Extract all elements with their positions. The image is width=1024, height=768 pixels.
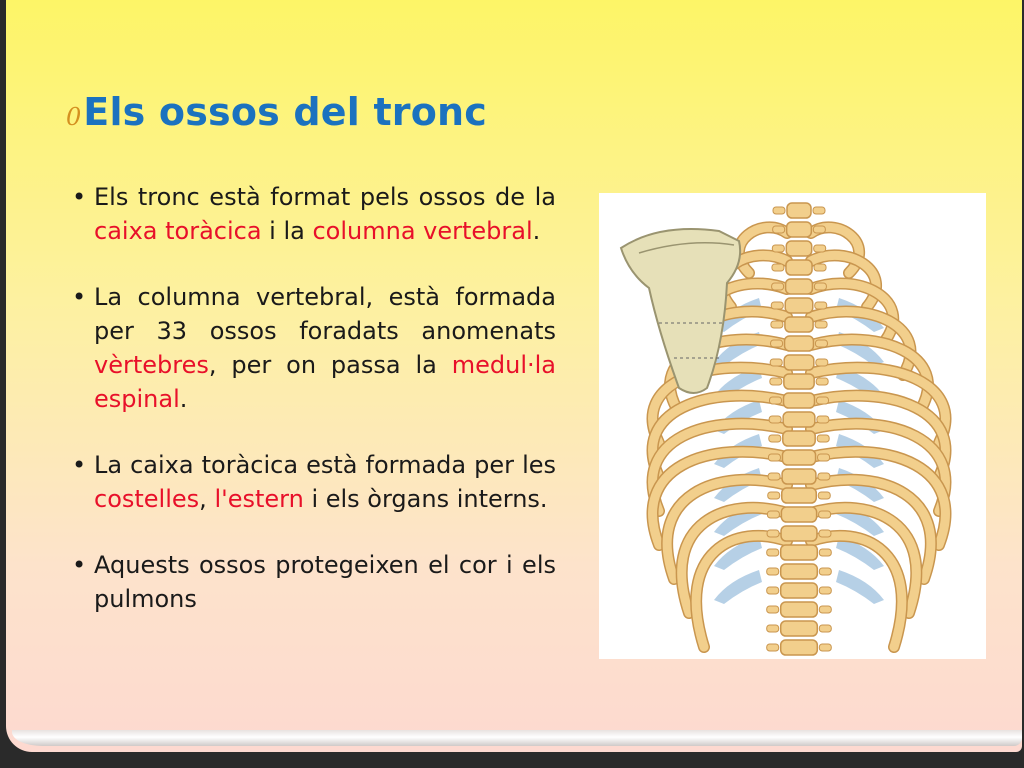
vertebra-process-left — [771, 321, 783, 328]
vertebra — [781, 507, 816, 522]
vertebra-process-left — [768, 454, 780, 461]
vertebra-process-right — [819, 644, 831, 651]
bullet-text — [94, 280, 556, 416]
vertebra — [781, 564, 818, 579]
vertebra-process-left — [770, 359, 782, 366]
vertebra-process-left — [773, 207, 785, 214]
vertebra-process-left — [768, 492, 780, 499]
bullet-item — [66, 180, 556, 248]
vertebra-process-right — [817, 397, 829, 404]
page-title: Els ossos del tronc — [83, 90, 488, 134]
vertebra-process-right — [819, 511, 831, 518]
vertebra-process-left — [770, 397, 782, 404]
highlighted-term: costelles — [94, 485, 200, 513]
vertebra-process-right — [816, 378, 828, 385]
cartilage-left — [714, 570, 762, 604]
cartilage-right — [836, 570, 884, 604]
vertebra — [787, 203, 811, 218]
slide — [6, 0, 1022, 752]
vertebra — [782, 450, 815, 465]
bullet-item — [66, 548, 556, 616]
text-run: i la — [261, 217, 313, 245]
bullet-item — [66, 448, 556, 516]
vertebra-process-left — [773, 226, 785, 233]
vertebra-process-left — [767, 549, 779, 556]
vertebra-process-right — [819, 625, 831, 632]
vertebra — [782, 488, 817, 503]
vertebra — [785, 317, 813, 332]
text-run: La columna vertebral, està formada per 33 ossos foradats anomenats — [94, 283, 556, 345]
vertebra — [781, 621, 818, 636]
vertebra — [784, 393, 815, 408]
vertebra — [786, 241, 811, 256]
vertebra — [782, 469, 816, 484]
bullet-dot-icon: • — [72, 551, 87, 579]
vertebra — [783, 412, 815, 427]
vertebra — [781, 602, 818, 617]
vertebra-process-left — [769, 416, 781, 423]
highlighted-term: caixa toràcica — [94, 217, 262, 245]
vertebra — [786, 279, 813, 294]
vertebra-process-right — [819, 530, 831, 537]
title-area — [66, 90, 487, 140]
title-marker: 0 — [66, 103, 82, 131]
vertebra-process-right — [819, 587, 831, 594]
vertebra-process-right — [818, 473, 830, 480]
vertebra — [784, 355, 814, 370]
bullet-dot-icon: • — [72, 283, 87, 311]
vertebra-process-right — [818, 454, 830, 461]
vertebra — [785, 298, 813, 313]
text-run: Aquests ossos protegeixen el cor i els pulmons — [94, 551, 556, 613]
vertebra-process-left — [767, 568, 779, 575]
vertebra-process-right — [819, 606, 831, 613]
vertebra-process-right — [813, 226, 825, 233]
highlighted-term: medul·la espinal — [94, 351, 556, 413]
vertebra-process-left — [772, 245, 784, 252]
vertebra-process-right — [817, 435, 829, 442]
vertebra — [781, 526, 817, 541]
text-run: , — [199, 485, 215, 513]
vertebra-process-right — [816, 359, 828, 366]
vertebra-process-right — [819, 568, 831, 575]
vertebra-process-right — [815, 302, 827, 309]
vertebra-process-left — [767, 644, 779, 651]
highlighted-term: columna vertebral — [312, 217, 533, 245]
vertebra-process-right — [813, 207, 825, 214]
highlighted-term: vèrtebres — [94, 351, 209, 379]
vertebra-process-right — [818, 492, 830, 499]
vertebra-process-right — [817, 416, 829, 423]
vertebra-process-left — [771, 302, 783, 309]
vertebra — [784, 374, 814, 389]
bullet-text — [94, 448, 556, 516]
text-run: Els tronc està format pels ossos de la — [94, 183, 556, 211]
page-curl-decoration — [12, 730, 1022, 746]
vertebra — [785, 336, 814, 351]
bullet-list — [66, 180, 556, 648]
bullet-text — [94, 180, 556, 248]
vertebra — [781, 640, 818, 655]
vertebra-process-right — [819, 549, 831, 556]
highlighted-term: l'estern — [214, 485, 304, 513]
vertebra-process-left — [771, 340, 783, 347]
ribcage-svg — [599, 193, 986, 659]
bullet-item — [66, 280, 556, 416]
vertebra — [787, 222, 812, 237]
vertebra — [783, 431, 815, 446]
text-run: , per on passa la — [208, 351, 452, 379]
vertebra-process-right — [814, 283, 826, 290]
ribcage-spine-illustration — [599, 193, 986, 659]
vertebra — [786, 260, 812, 275]
vertebra-process-left — [767, 511, 779, 518]
vertebra-process-right — [815, 340, 827, 347]
vertebra-process-right — [814, 264, 826, 271]
text-run: . — [179, 385, 188, 413]
text-run: i els òrgans interns. — [303, 485, 548, 513]
vertebra-process-left — [772, 264, 784, 271]
vertebra — [781, 583, 818, 598]
text-run: La caixa toràcica està formada per les — [94, 451, 556, 479]
vertebra-process-left — [767, 530, 779, 537]
vertebra-process-left — [769, 435, 781, 442]
vertebra-process-left — [767, 587, 779, 594]
vertebra — [781, 545, 818, 560]
vertebra-process-left — [768, 473, 780, 480]
vertebra-process-left — [767, 606, 779, 613]
bullet-dot-icon: • — [72, 183, 87, 211]
bullet-text — [94, 548, 556, 616]
vertebra-process-right — [814, 245, 826, 252]
vertebra-process-left — [772, 283, 784, 290]
vertebra-process-left — [770, 378, 782, 385]
vertebra-process-right — [815, 321, 827, 328]
vertebra-process-left — [767, 625, 779, 632]
text-run: . — [532, 217, 541, 245]
bullet-dot-icon: • — [72, 451, 87, 479]
